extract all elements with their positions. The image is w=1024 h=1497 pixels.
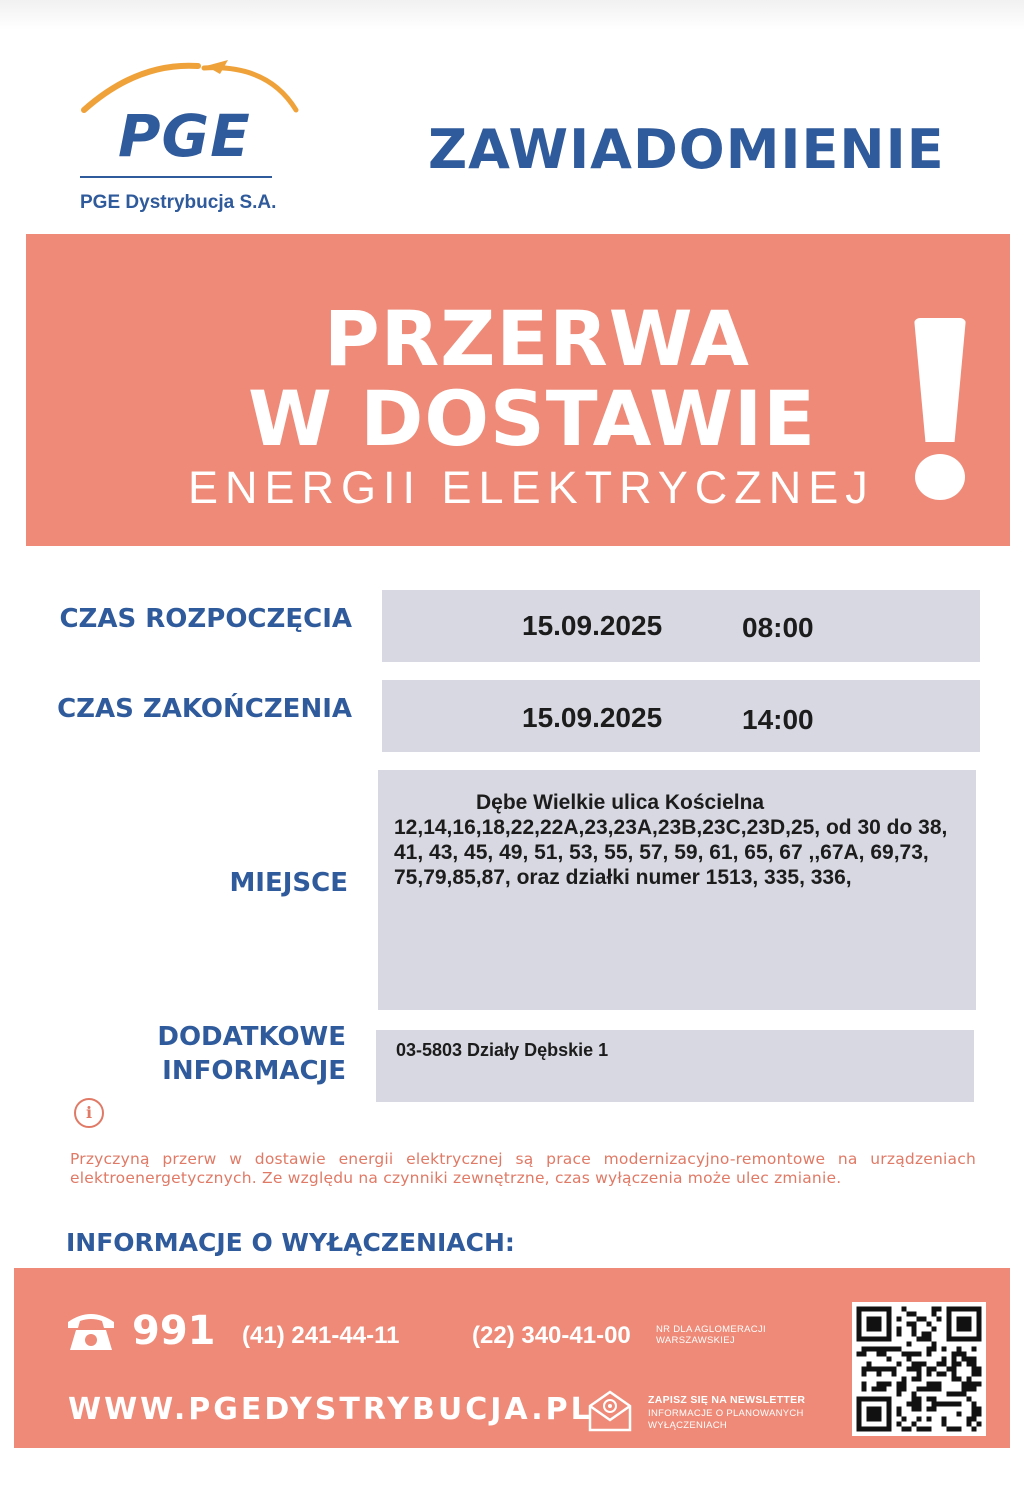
place-box [378, 770, 976, 1010]
pge-logo [78, 58, 318, 218]
contact-heading: INFORMACJE O WYŁĄCZENIACH: [66, 1228, 515, 1257]
headline-banner [26, 234, 1010, 546]
qr-code-icon [852, 1302, 986, 1436]
contact-footer [14, 1268, 1010, 1448]
place-label: MIEJSCE [229, 868, 348, 898]
place-addresses: 12,14,16,18,22,22A,23,23A,23B,23C,23D,25, od 30 do 38, 41, 43, 45, 49, 51, 53, 55, 57, 59, 61, 65, 67 ,,67A, 69,73, 75,79,85,87, oraz działki numer 1513, 335, 336, [394, 816, 948, 889]
additional-info-label-line2: INFORMACJE [162, 1056, 346, 1086]
end-time-box [382, 680, 980, 752]
website-link[interactable]: WWW.PGEDYSTRYBUCJA.PL [68, 1392, 593, 1427]
logo-wordmark: PGE [118, 102, 251, 170]
start-time-box [382, 590, 980, 662]
qr-code[interactable] [852, 1302, 986, 1436]
newsletter-title[interactable]: ZAPISZ SIĘ NA NEWSLETTER [648, 1394, 806, 1406]
logo-divider [80, 176, 272, 178]
info-icon: i [74, 1098, 104, 1128]
phone-icon [66, 1308, 116, 1352]
additional-info-box [376, 1030, 974, 1102]
place-text [394, 790, 962, 890]
additional-info-value: 03-5803 Działy Dębskie 1 [396, 1040, 609, 1060]
additional-info-label-line1: DODATKOWE [157, 1022, 346, 1052]
headline-line1: PRZERWA [324, 294, 751, 383]
phone-number-2[interactable]: (22) 340-41-00 [472, 1322, 631, 1349]
place-line1: Dębe Wielkie ulica Kościelna [476, 791, 765, 814]
start-time: 08:00 [742, 612, 814, 643]
phone-number-1[interactable]: (41) 241-44-11 [242, 1322, 400, 1349]
end-date: 15.09.2025 [522, 702, 663, 733]
exclamation-icon [914, 318, 966, 442]
headline-line2: W DOSTAWIE [248, 374, 817, 463]
disclaimer-text: Przyczyną przerw w dostawie energii elektrycznej są prace modernizacyjno-remontowe na urządzeniach elektroenergetycznych. Ze względu na czynniki zewnętrzne, czas wyłączenia może ulec zmianie. [70, 1150, 976, 1187]
newsletter-subtitle: INFORMACJE O PLANOWANYCH WYŁĄCZENIACH [648, 1408, 804, 1431]
exclamation-dot-icon [915, 454, 965, 500]
end-time-label: CZAS ZAKOŃCZENIA [57, 694, 352, 724]
start-date: 15.09.2025 [522, 610, 663, 641]
newsletter-mail-icon [586, 1388, 634, 1432]
end-time: 14:00 [742, 704, 814, 735]
company-name: PGE Dystrybucja S.A. [80, 192, 277, 213]
additional-info-label [40, 1020, 346, 1088]
emergency-number[interactable]: 991 [132, 1308, 216, 1354]
phone-number-2-note: NR DLA AGLOMERACJI WARSZAWSKIEJ [656, 1324, 766, 1346]
start-time-label: CZAS ROZPOCZĘCIA [59, 604, 352, 634]
headline-line3: ENERGII ELEKTRYCZNEJ [188, 462, 875, 513]
page-title: ZAWIADOMIENIE [428, 118, 945, 181]
